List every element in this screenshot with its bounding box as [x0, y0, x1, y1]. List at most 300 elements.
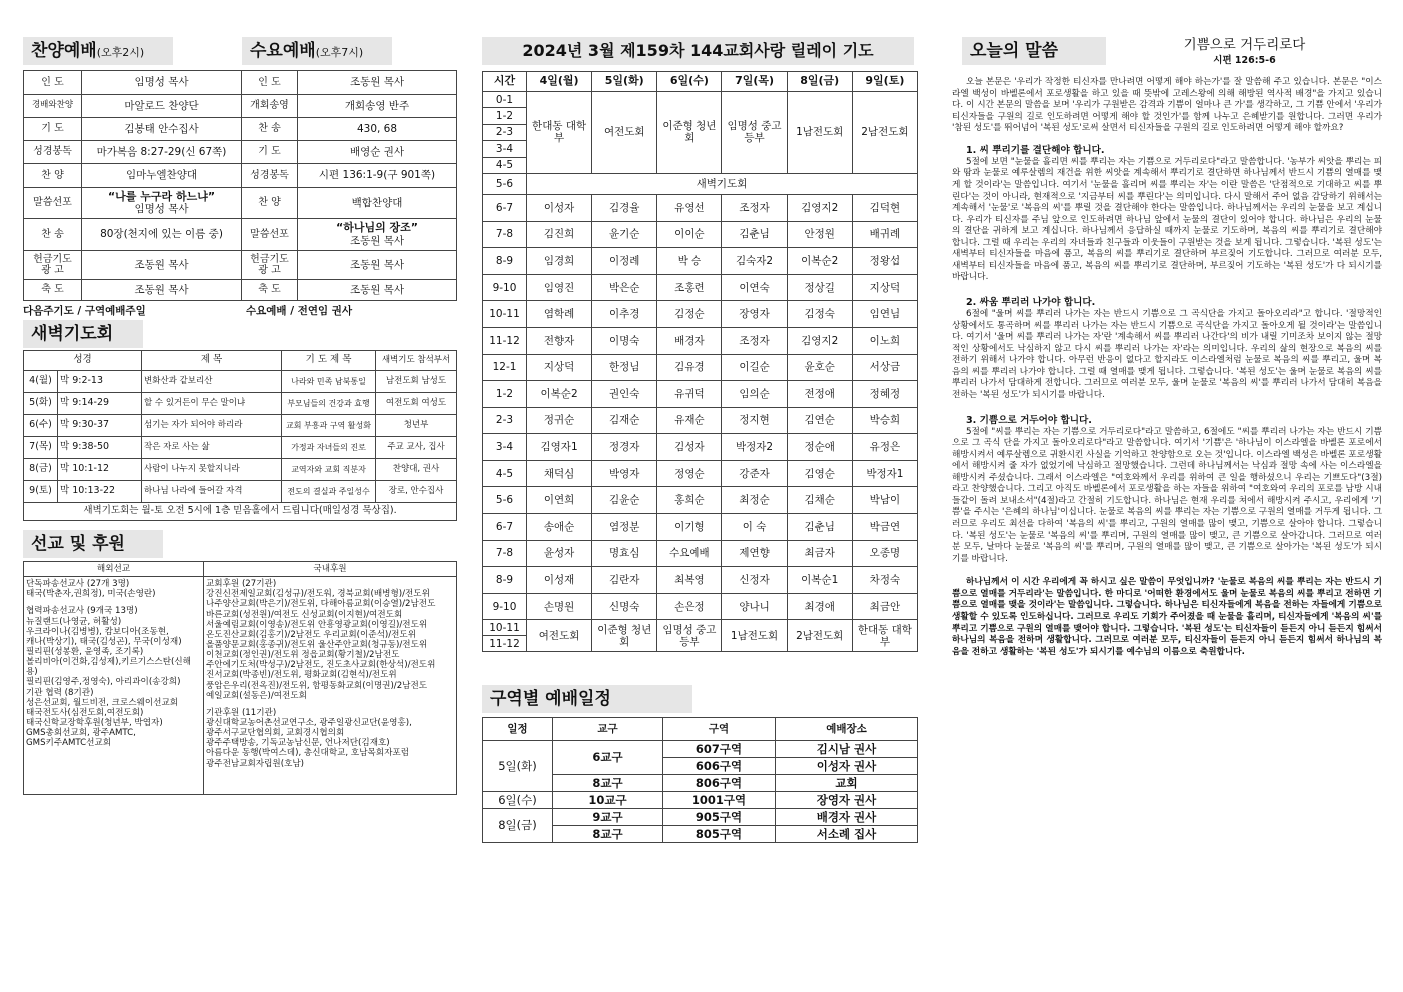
district-header-cell: 구역: [663, 718, 776, 741]
relay-name: 김진희: [527, 221, 592, 248]
mission-line: 올품양문교회(홍종귀)/전도위 울산주안교회(청규동)/전도위: [206, 639, 428, 650]
relay-name: 이복순2: [787, 248, 852, 275]
relay-name: 홍희순: [657, 487, 722, 514]
mission-line: 필리핀(김영주,정영숙), 아리과이(송강희): [26, 677, 181, 688]
relay-name: 정순애: [787, 434, 852, 461]
relay-time: 4-5: [483, 157, 527, 173]
relay-time: 7-8: [483, 221, 527, 248]
relay-name: 김채순: [787, 487, 852, 514]
mission-line: 강진신전제일교회(김성규)/전도워, 경북교회(배병형)/전도위: [206, 589, 430, 600]
district-place: 서소례 집사: [776, 826, 918, 843]
relay-name: 이연희: [527, 487, 592, 514]
dawn-note: 새벽기도회는 월-토 오전 5시에 1층 믿음홀에서 드립니다(매일성경 묵상집).: [24, 503, 457, 521]
relay-name: 김정숙: [787, 301, 852, 328]
relay-name: 박승희: [852, 407, 917, 434]
mission-line: 서울예림교회(이영송)/전도위 안흥영광교회(이영길)/전도위: [206, 619, 428, 630]
district-header-cell: 예배장소: [776, 718, 918, 741]
district-place: 김시남 권사: [776, 741, 918, 758]
relay-name: 이성재: [527, 567, 592, 594]
dawn-dept: 남전도회 남성도: [376, 371, 457, 393]
relay-header: 6일(수): [657, 72, 722, 92]
dawn-dept: 찬양대, 권사: [376, 459, 457, 481]
dawn-topic: 할 수 있거든이 무슨 말이냐: [142, 393, 282, 415]
district-header: 구역별 예배일정: [482, 685, 692, 713]
mission-line: 뉴질랜드(나영균, 허활성): [26, 616, 122, 627]
relay-prayer-header: 2024년 3월 제159차 144교회사랑 릴레이 기도: [482, 37, 914, 65]
relay-name: 염정분: [592, 514, 657, 541]
left-column: [23, 37, 457, 795]
relay-name: 김영지2: [787, 327, 852, 354]
mission-line: GMS총회선교회, 광주AMTC,: [26, 728, 136, 739]
dawn-header: 새벽기도 참석부서: [376, 351, 457, 371]
wed-label: 성경봉독: [242, 164, 298, 188]
relay-name: 김유경: [657, 354, 722, 381]
relay-name: 정영순: [657, 460, 722, 487]
mission-line: 온도진산교회(김홍기)/2남전도 우리교회(이준석)/전도위: [206, 629, 417, 640]
relay-name: 오종명: [852, 540, 917, 567]
section-2-body: 6절에 "울며 씨를 뿌리러 나가는 자는 반드시 기쁨으로 그 곡식단을 가지고 돌아오리라"고 합니다. '절망적인 상황에서도 통곡하며 씨를 뿌리러 나가는 자는 반드시 기쁨으로 곡식단을 가지고 돌아오게 될 것이라'는 말씀입니다. 여기서 '울며 씨를 뿌리러 나가는 자'란 '계속해서 씨를 뿌리러 나간다'의 비가 내릴 기미조차 보이지 않는 절망적인 상황에서도 낙심하지 않고 다시 씨를 뿌리러 나가는 자'라는 의미입니다. 우리의 삶의 현장으로 복음의 씨를 전하기 위해서 나가야 합니다. 아무런 반응이 없다고 할지라도 이스라엘처럼 눈물로 복음의 씨를 뿌리고, 울며 복음의 씨를 뿌리러 나가야 합니다. 그럴 때 열매를 맺게 됩니다. 그렇습니다. '복된 성도'는 울며 눈물로 복음의 씨를 뿌리러 나가서 담대하게 전합니다. 그러므로 여러분 모두, 울며 눈물로 '복음의 씨'를 뿌리러 나가서 담대히 복음을 전하는 '복된 성도'가 되시기를 바랍니다.: [952, 309, 1382, 400]
sun-value: 임명성 목사: [82, 71, 242, 95]
relay-group: 여전도회: [592, 92, 657, 174]
mission-line: GMS키주AMTC선교회: [26, 738, 112, 749]
relay-name: 김윤순: [592, 487, 657, 514]
relay-name: 한정님: [592, 354, 657, 381]
mission-line: 광주서구교단협의회, 교회경시협의회: [206, 728, 345, 739]
mission-line: 볼리비아(이건화,김성제),키르기스스탄(신해용): [26, 657, 191, 678]
relay-name: 이기형: [657, 514, 722, 541]
sun-label: 경배와찬양: [24, 95, 82, 118]
right-column: [952, 33, 1382, 658]
relay-name: 유재순: [657, 407, 722, 434]
relay-name: 이노희: [852, 327, 917, 354]
section-1-title: 1. 씨 뿌리기를 결단해야 합니다.: [966, 144, 1105, 156]
relay-name: 임의순: [722, 381, 787, 408]
relay-name: 이성자: [527, 194, 592, 221]
district-table: [482, 717, 918, 843]
mission-line: 협력파송선교사 (9개국 13명): [26, 606, 138, 617]
relay-name: 지상덕: [527, 354, 592, 381]
relay-name: 조정자: [722, 327, 787, 354]
dawn-prayer: 나라와 민족 남북통일: [282, 371, 376, 393]
mission-gap: [206, 701, 454, 708]
dawn-topic: 변화산과 같보리산: [142, 371, 282, 393]
mission-line: 기관 협력 (8기관): [26, 687, 94, 698]
relay-time: 11-12: [483, 636, 527, 652]
worship-order-table: [23, 70, 457, 301]
relay-name: 유귀덕: [657, 381, 722, 408]
relay-name: 조정자: [722, 194, 787, 221]
relay-name: 유정은: [852, 434, 917, 461]
relay-time: 9-10: [483, 593, 527, 620]
relay-name: 손명원: [527, 593, 592, 620]
relay-name: 김덕현: [852, 194, 917, 221]
relay-name: 채덕심: [527, 460, 592, 487]
relay-name: 최복영: [657, 567, 722, 594]
relay-group: 2남전도회: [852, 92, 917, 174]
mission-line: 단독파송선교사 (27개 3명): [26, 579, 130, 590]
mission-line: 기관후원 (11기관): [206, 707, 277, 718]
relay-name: 박영자: [592, 460, 657, 487]
wed-label: 말씀선포: [242, 219, 298, 251]
mission-line: 우크라이나(김병병), 캄보디아(조동현,: [26, 626, 169, 637]
dawn-verse: 막 9:30-37: [58, 415, 142, 437]
relay-header: 시간: [483, 72, 527, 92]
dawn-header: 기 도 제 목: [282, 351, 376, 371]
sun-value: 마가복음 8:27-29(신 67쪽): [82, 141, 242, 164]
wed-value: 조동원 목사: [298, 280, 457, 301]
mission-line: 광주주택방송, 기독교농남신문, 언나저단(김재호): [206, 738, 390, 749]
wed-value: 배영순 권사: [298, 141, 457, 164]
mission-overseas-list: [24, 577, 204, 795]
relay-name: 조홍련: [657, 274, 722, 301]
relay-name: 김성자: [657, 434, 722, 461]
wed-value: 시편 136:1-9(구 901쪽): [298, 164, 457, 188]
sermon-title: 기쁨으로 거두리로다: [1183, 37, 1306, 53]
relay-name: 이길순: [722, 354, 787, 381]
relay-name: 명효심: [592, 540, 657, 567]
relay-time: 2-3: [483, 407, 527, 434]
relay-time: 8-9: [483, 567, 527, 594]
district-area: 806구역: [663, 775, 776, 792]
relay-name: 지상덕: [852, 274, 917, 301]
dawn-day: 7(목): [24, 437, 58, 459]
wed-label: 찬 양: [242, 188, 298, 219]
dawn-verse: 막 10:1-12: [58, 459, 142, 481]
dawn-day: 8(금): [24, 459, 58, 481]
relay-name: 정상길: [787, 274, 852, 301]
word-header: 오늘의 말씀: [962, 37, 1106, 65]
relay-name: 정지현: [722, 407, 787, 434]
relay-name: 박금연: [852, 514, 917, 541]
district-area: 606구역: [663, 758, 776, 775]
sun-label: 찬 송: [24, 219, 82, 251]
wednesday-footer: 수요예배 / 전연임 권사: [246, 305, 353, 317]
relay-name: 신명숙: [592, 593, 657, 620]
relay-time: 0-1: [483, 92, 527, 108]
relay-name: 강준자: [722, 460, 787, 487]
relay-name: 이이순: [657, 221, 722, 248]
dawn-prayer-table: [23, 350, 457, 521]
mission-line: 예일교회(설동은)/여전도회: [206, 690, 307, 701]
relay-name: 수요예배: [657, 540, 722, 567]
mission-line: 교회후원 (27기관): [206, 579, 277, 590]
section-3-title: 3. 기쁨으로 거두어야 합니다.: [966, 414, 1092, 426]
sermon-conclusion: 하나님께서 이 시간 우리에게 꼭 하시고 싶은 말씀이 무엇입니까? '눈물로 복음의 씨를 뿌리는 자는 반드시 기쁨으로 열매를 거두리라'는 말씀입니다. 한 마디로 '어떠한 환경에서도 울며 눈물로 복음의 씨를 뿌리고 전하면 기쁨으로 열매를 맺을 것이라'는 말씀입니다. 그렇습니다. 하나님은 티신자들에게 복음을 전하는 자들에게 기쁨으로 생활할 수 있도록 인도하십니다. 그러므로 우리도 기회가 주어졌을 때 눈물을 흘리며, 티신자들에게 '복음의 씨'를 뿌리고 기쁨으로 구원의 열매를 맺어야 합니다. 그렇습니다. '복된 성도'는 티신자들이 듣든지 아니 듣든지 힘써서 하나님의 복음을 전하며 생활합니다. 그러므로 여러분 모두, 티신자들이 듣든지 아니 듣든지 힘써서 하나님의 복음을 전하고 생활하는 '복된 성도'가 되시기를 예수님의 이름으로 축원합니다.: [952, 577, 1382, 657]
wed-label: 헌금기도 광 고: [242, 251, 298, 280]
wed-value: 개회송영 반주: [298, 95, 457, 118]
dawn-topic: 섬기는 자가 되어야 하리라: [142, 415, 282, 437]
mission-domestic-list: [204, 577, 457, 795]
sermon-reference: 시편 126:5-6: [1213, 55, 1276, 66]
sun-label: 축 도: [24, 280, 82, 301]
mission-line: 풍암은우리(전옥진)/전도위, 함평동화교회(이명권)/2남전도: [206, 680, 428, 691]
relay-name: 김란자: [592, 567, 657, 594]
relay-name: 윤성자: [527, 540, 592, 567]
sun-label: 인 도: [24, 71, 82, 95]
relay-time: 8-9: [483, 248, 527, 275]
relay-name: 배귀례: [852, 221, 917, 248]
district-area: 607구역: [663, 741, 776, 758]
relay-name: 이복순2: [527, 381, 592, 408]
relay-name: 손은정: [657, 593, 722, 620]
relay-time: 1-2: [483, 108, 527, 124]
wed-label: 축 도: [242, 280, 298, 301]
relay-name: 권인숙: [592, 381, 657, 408]
relay-name: 염학례: [527, 301, 592, 328]
dawn-day: 6(수): [24, 415, 58, 437]
relay-group: 임명성 중고등부: [722, 92, 787, 174]
dawn-topic: 하나님 나라에 들어갈 자격: [142, 481, 282, 503]
sun-value: 김봉태 안수집사: [82, 118, 242, 141]
district-parish: 8교구: [553, 775, 663, 792]
sun-sermon: “나를 누구라 하느냐” 임명성 목사: [82, 188, 242, 219]
mission-line: 아름다운 동행(박여스데), 총신대학교, 호남목회자포럼: [206, 748, 409, 759]
dawn-dept: 여전도회 여성도: [376, 393, 457, 415]
relay-time: 1-2: [483, 381, 527, 408]
section-3-body: 5절에 "씨를 뿌리는 자는 기쁨으로 거두리로다"라고 말씀하고, 6절에도 "씨를 뿌리러 나가는 자는 반드시 기쁨으로 그 곡식 단을 가지고 돌아오리로다"라고 말씀합니다. 여기서 '기쁨'은 '하나님이 이스라엘을 바벨론 포로에서 해방시켜서 예루살렘으로 귀환시킨 사실을 기억하고 찬양함으로 오는 것'입니다. 이스라엘 백성은 바벨론 포로생활에서 해방시켜 줄 자가 없었기에 낙심하고 절망했습니다. 그런데 하나님께서는 낙심과 절망 속에 사는 이스라엘을 해방시켜 주셨습니다. 그래서 이스라엘은 "여호와께서 우리를 위하여 큰 일을 행하셨으니 우리는 기쁘도다"(3절)라고 찬양했습니다. 그리고 아직도 바벨론에서 포로생활을 하는 자들을 위하여 "여호와여 우리의 포로를 남방 시내들같이 돌려 보내소서"(4절)라고 간절히 기도합니다. 하나님은 현재 우리를 쳐에서 해방시켜 주시고, 우리에게 '기쁨'을 주시는 '은혜의 하나님'이십니다. 눈물로 복음의 씨를 뿌리는 자는 기쁨으로 구원의 열매를 거두게 됩니다. 그러므로 우리도 최선을 다하여 '복음의 씨'를 뿌리고, 구원의 열매를 많이 맺고, 기쁨으로 살아야 합니다. 그렇습니다. '복된 성도'는 눈물로 '복음의 씨'를 뿌리며, 구원의 열매를 많이 맺고, 큰 기쁨으로 살아갑니다. 그러므로 여러분 모두, 날마다 눈물로 '복음의 씨'를 뿌리며, 구원의 열매를 많이 맺고, 큰 기쁨으로 살아가는 '복된 성도'가 되시기를 바랍니다.: [952, 426, 1382, 564]
relay-name: 최금자: [787, 540, 852, 567]
district-header-cell: 일정: [483, 718, 553, 741]
relay-name: 이명숙: [592, 327, 657, 354]
dawn-dept: 주교 교사, 집사: [376, 437, 457, 459]
wed-label: 인 도: [242, 71, 298, 95]
relay-name: 임연님: [852, 301, 917, 328]
relay-name: 이 숙: [722, 514, 787, 541]
relay-header: 7일(목): [722, 72, 787, 92]
mission-line: 성은선교회, 월드비전, 크로스웨이선교회: [26, 697, 179, 708]
relay-header: 8일(금): [787, 72, 852, 92]
relay-name: 임영진: [527, 274, 592, 301]
relay-group: 한대동 대학부: [527, 92, 592, 174]
sun-label: 기 도: [24, 118, 82, 141]
relay-name: 윤호순: [787, 354, 852, 381]
sun-value: 임마누엘찬양대: [82, 164, 242, 188]
mission-line: 광주전남교회자립원(호남): [206, 758, 305, 769]
relay-name: 양나니: [722, 593, 787, 620]
relay-time: 9-10: [483, 274, 527, 301]
sermon-intro: 오늘 본문은 '우리가 작정한 티신자를 만나려면 어떻게 해야 하는가'를 잘 말씀해 주고 있습니다. 본문은 "이스라엘 백성이 바벨론에서 포로생활을 하고 있을 때 뜻밖에 고레스왕에 의해 해방된 역사적 배경"을 가지고 있습니다. 이 시간 본문의 말씀을 보며 '우리가 구원받은 감격과 기쁨이 얼마나 큰 가'를 생각하고, 그 기쁨 안에서 '우리가 티신자들을 구원의 길로 인도하려면 어떻게 해야 할 것인가'를 함께 나누고 은혜받기를 원합니다. 그러면 우리가 '참된 성도'를 뛰어넘어 '복된 성도'로써 살면서 티신자들을 구원의 길로 인도하려면 어떻게 해야 할까요?: [952, 77, 1382, 134]
dawn-dept: 장로, 안수집사: [376, 481, 457, 503]
district-parish: 10교구: [553, 792, 663, 809]
wed-sermon: “하나님의 장조” 조동원 목사: [298, 219, 457, 251]
relay-time: 3-4: [483, 141, 527, 157]
relay-time: 2-3: [483, 124, 527, 140]
relay-time: 12-1: [483, 354, 527, 381]
dawn-prayer: 교역자와 교회 직분자: [282, 459, 376, 481]
relay-name: 안정원: [787, 221, 852, 248]
mission-head-domestic: 국내후원: [204, 562, 457, 577]
relay-name: 김영자1: [527, 434, 592, 461]
dawn-prayer-header: 새벽기도회: [23, 320, 143, 348]
relay-time: 4-5: [483, 460, 527, 487]
relay-prayer-table: [482, 71, 918, 652]
dawn-verse: 막 9:38-50: [58, 437, 142, 459]
relay-name: 김춘님: [787, 514, 852, 541]
relay-name: 박남이: [852, 487, 917, 514]
dawn-topic: 작은 자로 사는 삶: [142, 437, 282, 459]
mission-line: 태국전도사(심전도회,여전도회): [26, 707, 144, 718]
relay-time: 6-7: [483, 514, 527, 541]
relay-name: 김정순: [657, 301, 722, 328]
district-day: 8일(금): [483, 809, 553, 843]
wednesday-worship-header: 수요예배(오후7시): [242, 37, 392, 65]
relay-name: 정경자: [592, 434, 657, 461]
dawn-verse: 막 10:13-22: [58, 481, 142, 503]
dawn-topic: 사람이 나누지 못할지니라: [142, 459, 282, 481]
relay-name: 전향자: [527, 327, 592, 354]
sun-label: 말씀선포: [24, 188, 82, 219]
section-1-body: 5절에 보면 "눈물을 흘리면 씨를 뿌리는 자는 기쁨으로 거두리로다"라고 말씀합니다. '농부가 씨앗을 뿌리는 피와 땀과 눈물로 예루살렘의 재건을 위한 씨앗을 계속해서 뿌리기로 결단하면 하나님께서 반드시 기쁨의 열매를 맺게 할 것이라'는 말씀입니다. 여기서 '눈물을 흘리며 씨를 뿌리는 자'는 이란 말씀은 '단점적으로 기대하고 씨를 뿌린다'는 것이 아니라, 현재적으로 '지금부터 씨를 뿌린다'는 의미입니다. 다시 말해서 주어 없음 감당하기 위해서는 계속해서 '눈물'로 '복음의 씨'를 뿌릴 것을 결단해야 한다는 말씀입니다. 하나님께서는 우리의 눈물을 보고 계십니다. 우리가 티신자를 주님 앞으로 인도하려면 하나님 앞에서 눈물의 결단이 있어야 합니다. 하나님은 우리의 눈물의 결단을 귀하게 보고 계십니다. 하나님께서 응답하실 때까지 눈물로 기도하며, 복음의 씨를 뿌리기로 결단해야 합니다. 그럴 때 우리는 우리의 자녀들과 친구들과 이웃들이 구원받는 것을 보게 됩니다. 그렇습니다. '복된 성도'는 새벽부터 티신자들을 마음에 품고, 복음의 씨를 뿌리기로 결단하며 부르짖어 기도합니다. 그러므로 여러분 모두, 새벽부터 티신자들을 마음에 품고, 복음의 씨를 뿌리기로 결단하며, 부르짖어 기도하는 '복된 성도'가 다 되시기를 바랍니다.: [952, 156, 1382, 283]
mission-line: 광신대학교농어촌선교연구소, 광주일광신교단(윤영홍),: [206, 717, 412, 728]
mission-table: [23, 561, 457, 795]
relay-time: 3-4: [483, 434, 527, 461]
relay-name: 박은순: [592, 274, 657, 301]
relay-group: 1남전도회: [722, 620, 787, 652]
wed-value: 430, 68: [298, 118, 457, 141]
relay-header: 4일(월): [527, 72, 592, 92]
mission-line: 태국(박춘자,권희정), 미국(손영란): [26, 589, 156, 600]
relay-time: 10-11: [483, 620, 527, 636]
mission-header: 선교 및 후원: [23, 530, 163, 558]
dawn-verse: 막 9:14-29: [58, 393, 142, 415]
district-place: 배경자 권사: [776, 809, 918, 826]
relay-dawn-service: 새벽기도회: [527, 173, 918, 194]
relay-name: 장영자: [722, 301, 787, 328]
relay-time: 10-11: [483, 301, 527, 328]
relay-name: 배경자: [657, 327, 722, 354]
relay-group: 임명성 중고등부: [657, 620, 722, 652]
mission-line: 바른교회(성전원)/여전도 신성교회(이지현)/여전도회: [206, 609, 403, 620]
dawn-prayer: 가정과 자녀들의 진로: [282, 437, 376, 459]
relay-group: 2남전도회: [787, 620, 852, 652]
mission-line: 진서교회(박종빈)/전도위, 평화교회(김현석)/전도위: [206, 670, 397, 681]
mission-head-overseas: 해외선교: [24, 562, 204, 577]
relay-name: 서상금: [852, 354, 917, 381]
wed-label: 찬 송: [242, 118, 298, 141]
district-parish: 9교구: [553, 809, 663, 826]
relay-time: 5-6: [483, 173, 527, 194]
sun-label: 헌금기도 광 고: [24, 251, 82, 280]
relay-name: 이정례: [592, 248, 657, 275]
relay-name: 전정애: [787, 381, 852, 408]
section-2-title: 2. 싸움 뿌리러 나가야 합니다.: [966, 297, 1096, 308]
wed-label: 개회송영: [242, 95, 298, 118]
relay-group: 1남전도회: [787, 92, 852, 174]
sun-value: 80장(천지에 있는 이름 중): [82, 219, 242, 251]
relay-name: 정왕섭: [852, 248, 917, 275]
dawn-header: 제 목: [142, 351, 282, 371]
relay-name: 이연숙: [722, 274, 787, 301]
relay-group: 이준형 청년회: [592, 620, 657, 652]
relay-name: 제연향: [722, 540, 787, 567]
relay-group: 한대동 대학부: [852, 620, 917, 652]
relay-name: 이추경: [592, 301, 657, 328]
relay-time: 6-7: [483, 194, 527, 221]
dawn-day: 9(토): [24, 481, 58, 503]
wed-value: 백합찬양대: [298, 188, 457, 219]
district-place: 장영자 권사: [776, 792, 918, 809]
mission-line: 필리핀(성봉환, 윤영족, 조기록): [26, 646, 144, 657]
relay-name: 최경애: [787, 593, 852, 620]
relay-name: 차정숙: [852, 567, 917, 594]
sun-value: 조동원 목사: [82, 251, 242, 280]
relay-name: 박정자1: [852, 460, 917, 487]
relay-name: 정귀순: [527, 407, 592, 434]
sun-label: 성경봉독: [24, 141, 82, 164]
mission-line: 캐나(박상기), 태국(김성곤), 무국(이성재): [26, 636, 182, 647]
relay-name: 최정순: [722, 487, 787, 514]
sun-value: 마알로드 찬양단: [82, 95, 242, 118]
relay-time: 11-12: [483, 327, 527, 354]
relay-name: 박 승: [657, 248, 722, 275]
mission-line: 주안에기도처(박성구)/2남전도, 진도초사교회(한상석)/전도위: [206, 660, 436, 671]
district-day: 6일(수): [483, 792, 553, 809]
relay-name: 최금안: [852, 593, 917, 620]
sunday-footer: 다음주기도 / 구역예배주일: [23, 305, 146, 317]
wed-label: 기 도: [242, 141, 298, 164]
relay-name: 김영순: [787, 460, 852, 487]
district-area: 805구역: [663, 826, 776, 843]
relay-header: 9일(토): [852, 72, 917, 92]
district-place: 교회: [776, 775, 918, 792]
relay-group: 이준형 청년회: [657, 92, 722, 174]
mission-line: 태국신학교장학후원(청년부, 박엽자): [26, 717, 163, 728]
district-day: 5일(화): [483, 741, 553, 792]
relay-name: 임경희: [527, 248, 592, 275]
dawn-day: 4(월): [24, 371, 58, 393]
district-area: 905구역: [663, 809, 776, 826]
dawn-day: 5(화): [24, 393, 58, 415]
sun-label: 찬 양: [24, 164, 82, 188]
relay-name: 김영지2: [787, 194, 852, 221]
relay-name: 신정자: [722, 567, 787, 594]
dawn-header: 성경: [24, 351, 142, 371]
district-parish: 6교구: [553, 741, 663, 775]
wed-value: 조동원 목사: [298, 71, 457, 95]
relay-name: 송애순: [527, 514, 592, 541]
mission-line: 이천교회(정인권)/전도위 정읍교회(황기철)/2남전도: [206, 650, 400, 661]
relay-name: 김숙자2: [722, 248, 787, 275]
district-header-cell: 교구: [553, 718, 663, 741]
relay-name: 유영선: [657, 194, 722, 221]
dawn-prayer: 부모님들의 건강과 효행: [282, 393, 376, 415]
mission-line: 나주양산교회(박은기)/전도위, 다해아름교회(이승열)/2남전도: [206, 599, 436, 610]
relay-time: 7-8: [483, 540, 527, 567]
district-place: 이성자 권사: [776, 758, 918, 775]
relay-header: 5일(화): [592, 72, 657, 92]
dawn-verse: 막 9:2-13: [58, 371, 142, 393]
wed-value: 조동원 목사: [298, 251, 457, 280]
relay-name: 윤기순: [592, 221, 657, 248]
middle-column: [482, 37, 918, 843]
dawn-prayer: 교회 부흥과 구역 활성화: [282, 415, 376, 437]
sunday-worship-header: 찬양예배(오후2시): [23, 37, 173, 65]
relay-group: 여전도회: [527, 620, 592, 652]
relay-name: 김연순: [787, 407, 852, 434]
relay-name: 김재순: [592, 407, 657, 434]
dawn-dept: 청년부: [376, 415, 457, 437]
relay-name: 김춘님: [722, 221, 787, 248]
sun-value: 조동원 목사: [82, 280, 242, 301]
dawn-prayer: 전도의 결실과 주일성수: [282, 481, 376, 503]
relay-name: 박정자2: [722, 434, 787, 461]
relay-time: 5-6: [483, 487, 527, 514]
relay-name: 정혜정: [852, 381, 917, 408]
district-area: 1001구역: [663, 792, 776, 809]
relay-name: 이복순1: [787, 567, 852, 594]
relay-name: 김경율: [592, 194, 657, 221]
district-parish: 8교구: [553, 826, 663, 843]
